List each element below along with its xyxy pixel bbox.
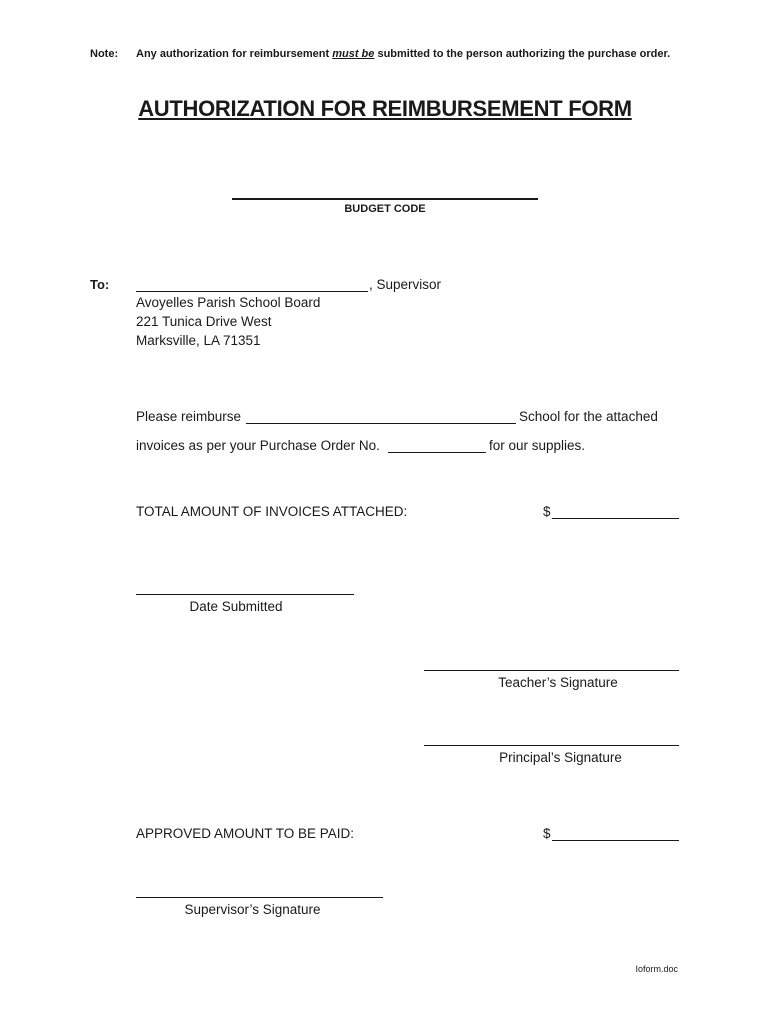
to-label: To:: [90, 277, 110, 292]
form-title: AUTHORIZATION FOR REIMBURSEMENT FORM: [138, 96, 632, 121]
reimburse-line2-before: invoices as per your Purchase Order No.: [136, 438, 380, 453]
note-text-emphasis: must be: [332, 48, 375, 60]
teacher-signature-field[interactable]: [424, 670, 679, 671]
school-name-field[interactable]: [246, 423, 516, 424]
date-submitted-field[interactable]: [136, 594, 354, 595]
address-line-2: 221 Tunica Drive West: [136, 314, 272, 329]
teacher-signature-label: Teacher’s Signature: [498, 675, 618, 690]
approved-currency-symbol: $: [543, 826, 551, 841]
supervisor-name-field[interactable]: [136, 291, 368, 292]
reimburse-line2-after: for our supplies.: [489, 438, 586, 453]
address-line-1: Avoyelles Parish School Board: [136, 295, 321, 310]
approved-amount-field[interactable]: [552, 840, 679, 841]
total-currency-symbol: $: [543, 504, 551, 519]
principal-signature-field[interactable]: [424, 745, 679, 746]
note-text-after: submitted to the person authorizing the purchase order.: [374, 48, 671, 60]
principal-signature-label: Principal’s Signature: [499, 750, 622, 765]
note-label: Note:: [90, 48, 119, 60]
supervisor-signature-label: Supervisor’s Signature: [184, 902, 321, 917]
total-amount-label: TOTAL AMOUNT OF INVOICES ATTACHED:: [136, 504, 408, 519]
reimburse-line1-before: Please reimburse: [136, 409, 242, 424]
approved-amount-label: APPROVED AMOUNT TO BE PAID:: [136, 826, 355, 841]
date-submitted-label: Date Submitted: [189, 599, 283, 614]
note-text: [136, 48, 670, 60]
total-amount-field[interactable]: [552, 518, 679, 519]
purchase-order-field[interactable]: [388, 452, 486, 453]
address-line-3: Marksville, LA 71351: [136, 333, 261, 348]
reimburse-line1-after: School for the attached: [519, 409, 658, 424]
footer-filename: Ioform.doc: [635, 964, 678, 974]
supervisor-suffix: , Supervisor: [369, 277, 442, 292]
note-text-before: Any authorization for reimbursement: [136, 48, 333, 60]
supervisor-signature-field[interactable]: [136, 897, 383, 898]
budget-code-field[interactable]: [232, 198, 538, 200]
budget-code-label: BUDGET CODE: [344, 203, 426, 215]
